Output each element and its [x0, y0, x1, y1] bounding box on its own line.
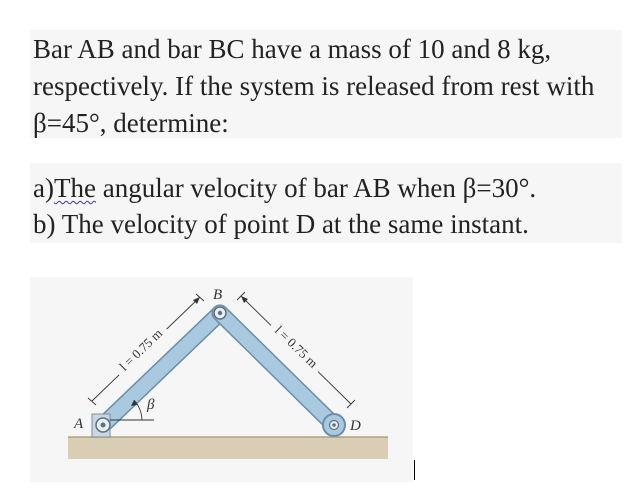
figure-panel: [30, 277, 413, 482]
problem-line-3: β=45°, determine:: [33, 108, 229, 138]
problem-line-2: respectively. If the system is released from rest with: [33, 71, 595, 101]
roller-d-center: [332, 423, 336, 427]
point-b-label: B: [213, 287, 223, 303]
bar-mechanism-figure: [30, 277, 413, 482]
point-a-label: A: [74, 416, 84, 432]
text-cursor: [414, 460, 415, 480]
ground: [68, 437, 388, 459]
dimension-label-bc: l = 0.75 m: [271, 322, 321, 371]
problem-statement: [30, 30, 622, 138]
pin-b-center: [218, 311, 222, 315]
question-a-prefix: a): [33, 173, 54, 203]
problem-line-1: Bar AB and bar BC have a mass of 10 and 8 kg,: [33, 34, 552, 64]
dimension-tick-ab-start: [88, 398, 96, 405]
pin-a-center: [101, 423, 106, 428]
question-a: [33, 172, 536, 204]
question-b: b) The velocity of point D at the same instant.: [33, 209, 529, 239]
dimension-label-ab: l = 0.75 m: [116, 325, 166, 374]
beta-label: β: [147, 397, 155, 413]
question-a-spellcheck-word: The: [53, 173, 96, 203]
point-d-label: D: [350, 418, 361, 434]
question-a-text: angular velocity of bar AB when β=30°.: [95, 173, 537, 203]
questions: [30, 163, 622, 243]
